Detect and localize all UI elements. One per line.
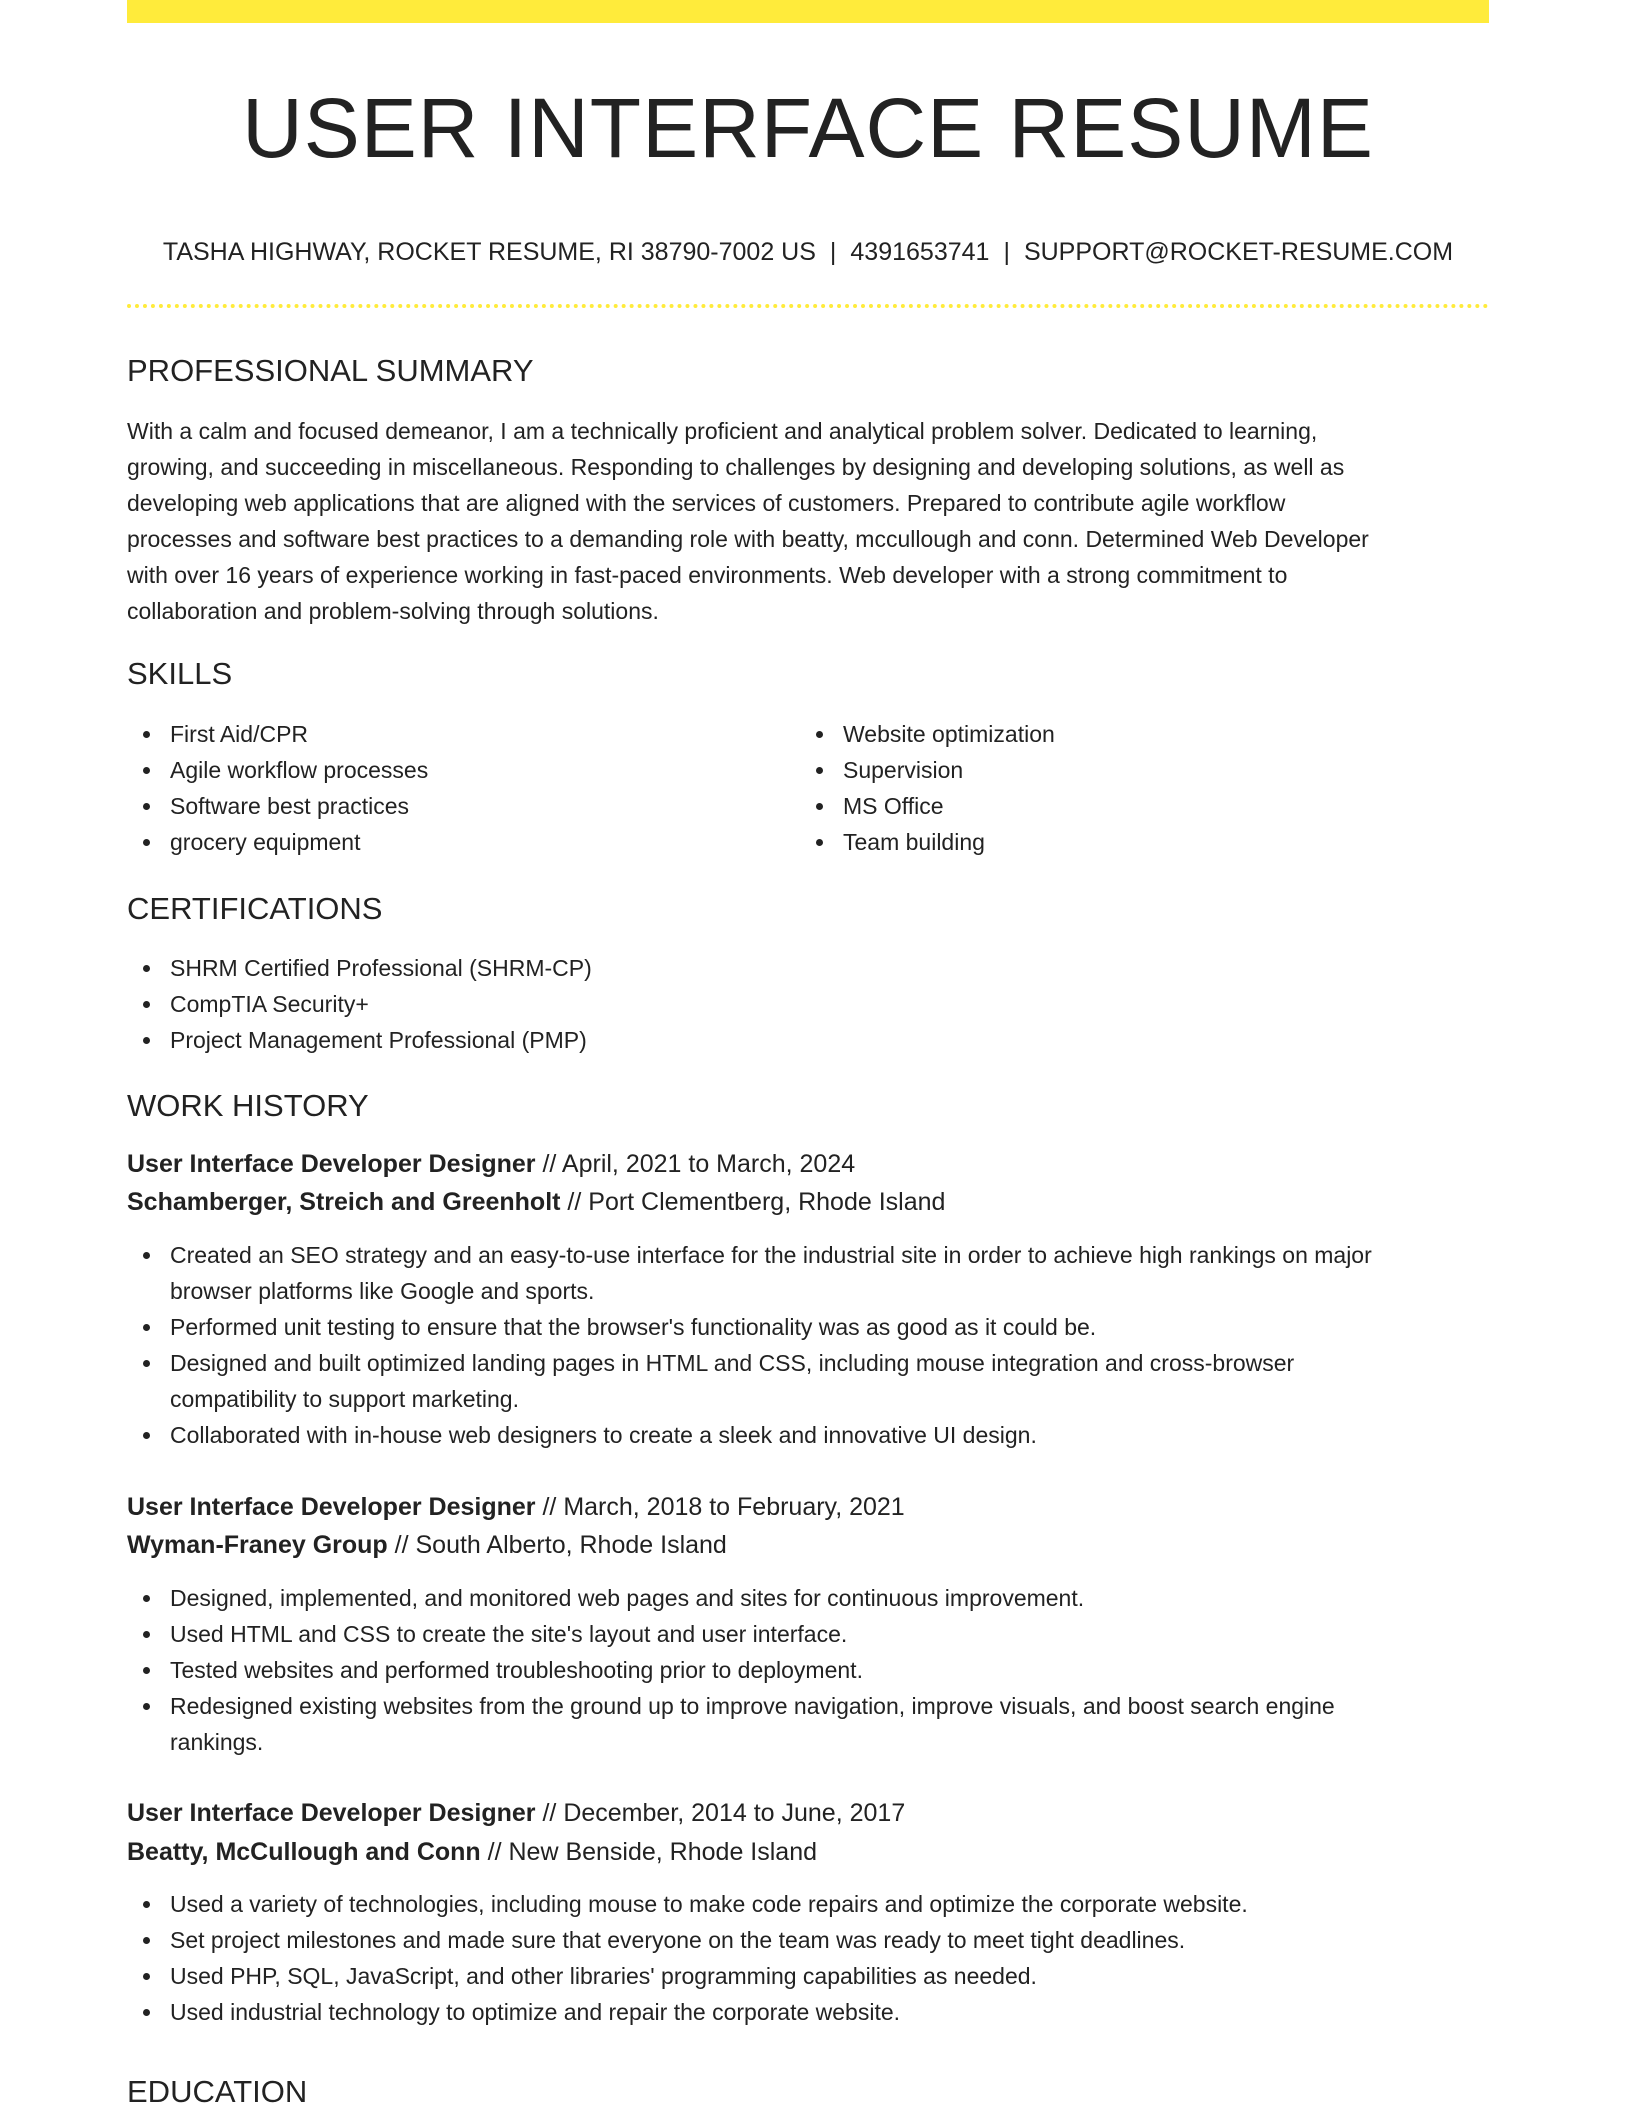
skill-item: First Aid/CPR [127, 716, 767, 752]
job-role: User Interface Developer Designer [127, 1150, 536, 1178]
job-separator: // [480, 1838, 509, 1866]
skill-item: Supervision [800, 752, 1440, 788]
job-role-line [127, 1146, 855, 1182]
job-dates: December, 2014 to June, 2017 [563, 1799, 906, 1827]
job-duty: Used PHP, SQL, JavaScript, and other libraries' programming capabilities as needed. [127, 1958, 1489, 1994]
resume-title: USER INTERFACE RESUME [242, 81, 1374, 175]
job-duty: Set project milestones and made sure that everyone on the team was ready to meet tight deadlines. [127, 1922, 1489, 1958]
job-dates: March, 2018 to February, 2021 [563, 1493, 905, 1521]
job-duty: Designed, implemented, and monitored web pages and sites for continuous improvement. [127, 1580, 1489, 1616]
job-duties-list [127, 1580, 1489, 1760]
job-location: South Alberto, Rhode Island [415, 1531, 727, 1559]
summary-line: processes and software best practices to a demanding role with beatty, mccullough and conn. Determined Web Developer [127, 526, 1369, 552]
skill-item: Team building [800, 824, 1440, 860]
job-duty: Used a variety of technologies, including mouse to make code repairs and optimize the corporate website. [127, 1886, 1489, 1922]
summary-line: growing, and succeeding in miscellaneous. Responding to challenges by designing and developing solutions, as well as [127, 454, 1345, 480]
job-company: Schamberger, Streich and Greenholt [127, 1188, 561, 1216]
job-role-line [127, 1489, 905, 1525]
certification-item: Project Management Professional (PMP) [127, 1022, 1489, 1058]
skills-heading: SKILLS [127, 656, 233, 691]
job-company-line [127, 1834, 817, 1870]
job-duty: Collaborated with in-house web designers to create a sleek and innovative UI design. [127, 1417, 1489, 1453]
skills-list-left [127, 716, 767, 860]
job-company: Beatty, McCullough and Conn [127, 1838, 481, 1866]
job-role: User Interface Developer Designer [127, 1799, 536, 1827]
job-company: Wyman-Franey Group [127, 1531, 388, 1559]
skills-list-right [800, 716, 1440, 860]
contact-separator: | [829, 238, 837, 266]
job-company-line [127, 1184, 945, 1220]
skill-item: grocery equipment [127, 824, 767, 860]
certification-item: SHRM Certified Professional (SHRM-CP) [127, 950, 1489, 986]
education-heading: EDUCATION [127, 2074, 308, 2109]
skill-item: MS Office [800, 788, 1440, 824]
job-role-line [127, 1795, 905, 1831]
accent-bar [127, 0, 1489, 23]
summary-heading: PROFESSIONAL SUMMARY [127, 353, 534, 388]
contact-address: TASHA HIGHWAY, ROCKET RESUME, RI 38790-7002 US [162, 238, 816, 266]
job-separator: // [535, 1150, 562, 1178]
summary-line: collaboration and problem-solving through solutions. [127, 598, 659, 624]
job-location: Port Clementberg, Rhode Island [588, 1188, 946, 1216]
job-company-line [127, 1527, 727, 1563]
contact-separator: | [1003, 238, 1010, 266]
work-history-heading: WORK HISTORY [127, 1088, 369, 1123]
summary-line: developing web applications that are aligned with the services of customers. Prepared to contribute agile workflow [127, 490, 1286, 516]
job-duty: Created an SEO strategy and an easy-to-use interface for the industrial site in order to achieve high rankings on major browser platforms like Google and sports. [127, 1237, 1489, 1309]
summary-line: with over 16 years of experience working in fast-paced environments. Web developer with a strong commitment to [127, 562, 1288, 588]
job-separator: // [387, 1531, 416, 1559]
skill-item: Website optimization [800, 716, 1440, 752]
summary-line: With a calm and focused demeanor, I am a technically proficient and analytical problem solver. Dedicated to learning, [127, 418, 1318, 444]
job-duty: Designed and built optimized landing pages in HTML and CSS, including mouse integration and cross-browser compatibility to support marketing. [127, 1345, 1489, 1417]
job-separator: // [535, 1799, 564, 1827]
summary-text [127, 413, 1489, 629]
job-location: New Benside, Rhode Island [508, 1838, 818, 1866]
job-dates: April, 2021 to March, 2024 [561, 1150, 856, 1178]
job-separator: // [535, 1493, 564, 1521]
header-divider [127, 304, 1489, 308]
contact-line [127, 236, 1489, 268]
contact-email: SUPPORT@ROCKET-RESUME.COM [1023, 238, 1454, 266]
job-duty: Used industrial technology to optimize and repair the corporate website. [127, 1994, 1489, 2030]
skill-item: Software best practices [127, 788, 767, 824]
job-duties-list [127, 1237, 1489, 1453]
job-duties-list [127, 1886, 1489, 2030]
certification-item: CompTIA Security+ [127, 986, 1489, 1022]
contact-phone: 4391653741 [850, 238, 990, 266]
skill-item: Agile workflow processes [127, 752, 767, 788]
job-duty: Performed unit testing to ensure that the browser's functionality was as good as it could be. [127, 1309, 1489, 1345]
certifications-heading: CERTIFICATIONS [127, 891, 383, 926]
job-duty: Used HTML and CSS to create the site's layout and user interface. [127, 1616, 1489, 1652]
job-duty: Redesigned existing websites from the ground up to improve navigation, improve visuals, and boost search engine rankings. [127, 1688, 1489, 1760]
certifications-list [127, 950, 1489, 1058]
job-separator: // [560, 1188, 589, 1216]
job-duty: Tested websites and performed troubleshooting prior to deployment. [127, 1652, 1489, 1688]
job-role: User Interface Developer Designer [127, 1493, 536, 1521]
